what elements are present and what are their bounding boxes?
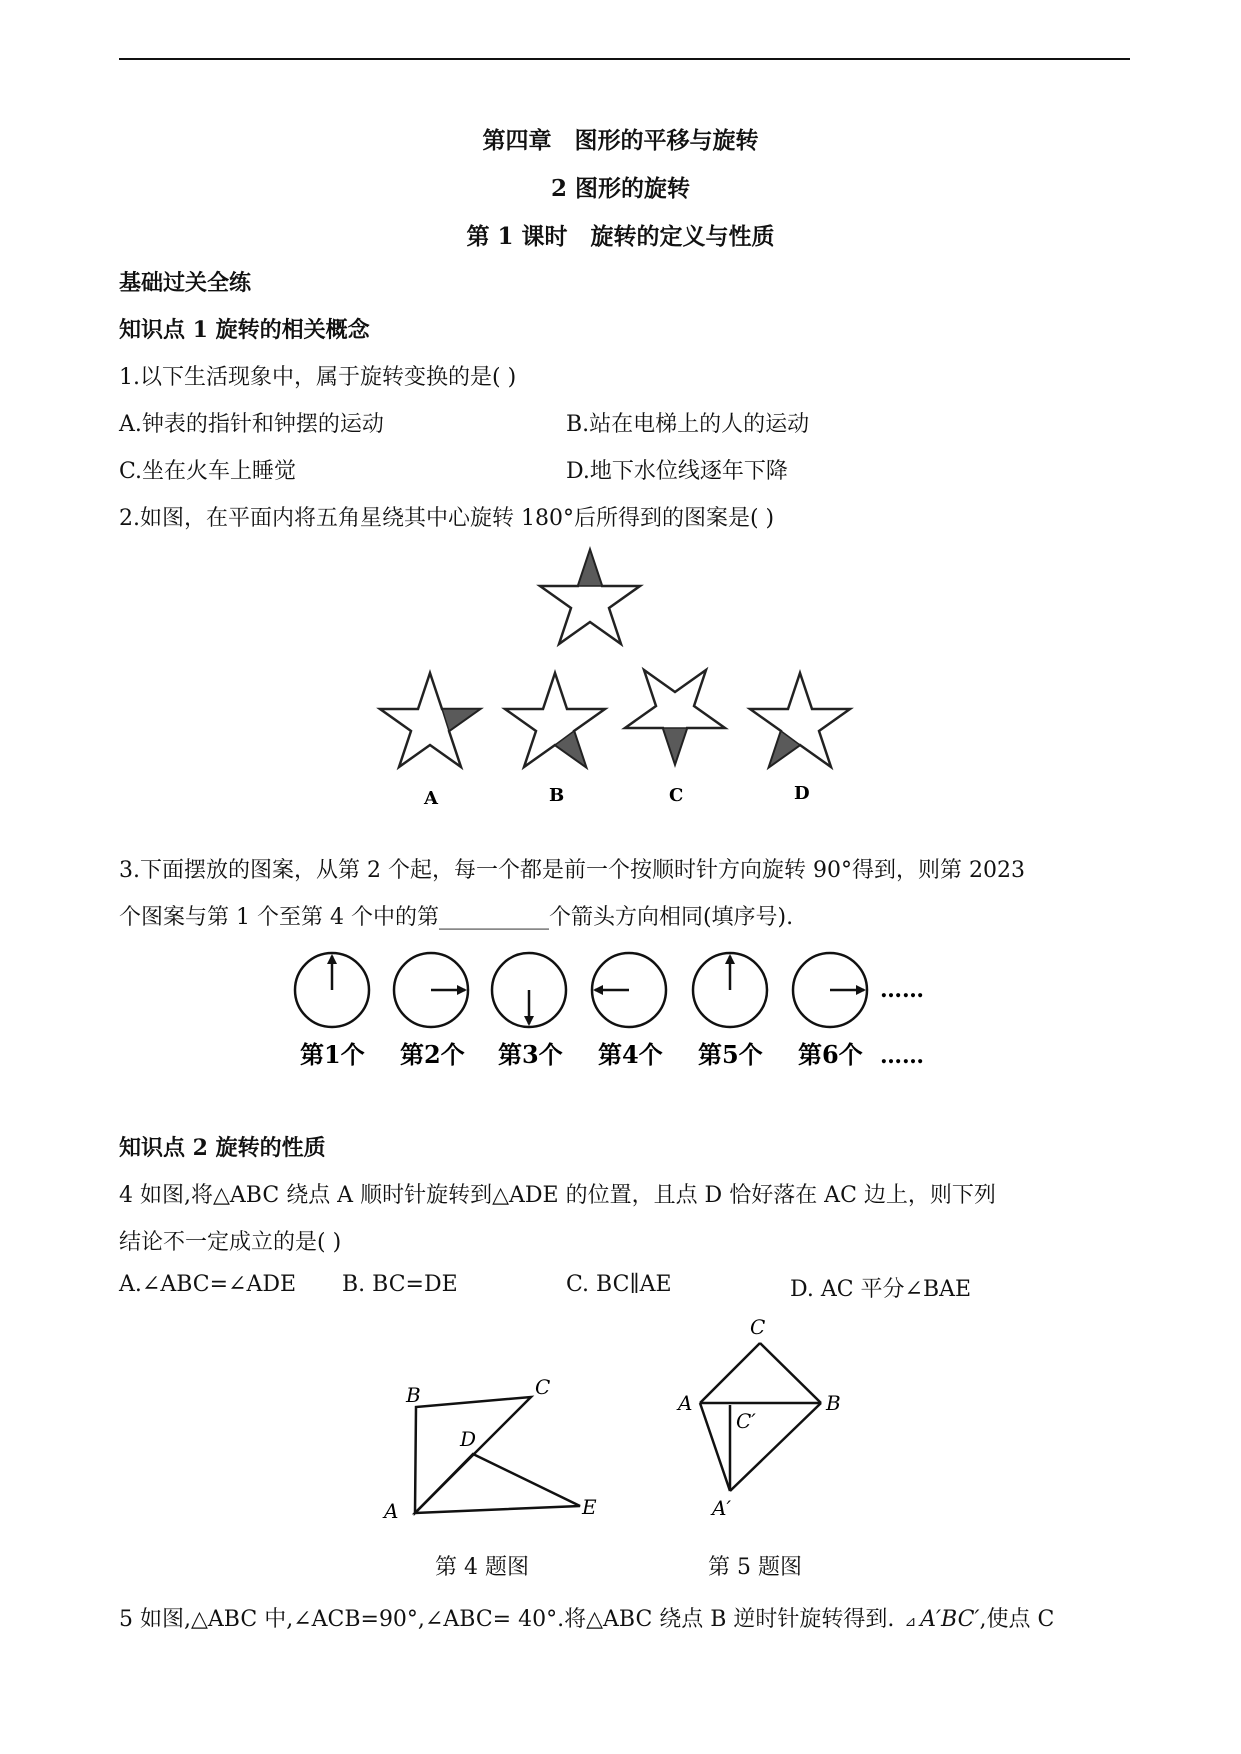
point-label-c: C: [535, 1375, 551, 1399]
q1-option-b: B.站在电梯上的人的运动: [566, 412, 810, 437]
circle-ellipsis: ……: [880, 977, 924, 1003]
point-label-a: A: [678, 1391, 693, 1415]
star-c-shaded-point: [663, 728, 687, 764]
q4-option-c: C. BC∥AE: [566, 1272, 672, 1297]
q1-stem: 1.以下生活现象中，属于旋转变换的是( ): [119, 365, 517, 390]
knowledge-point-1: 知识点 1 旋转的相关概念: [119, 317, 370, 343]
point-label-a: A: [384, 1499, 399, 1523]
point-label-c: C: [750, 1315, 766, 1339]
star-option-d: [750, 673, 850, 767]
knowledge-point-2: 知识点 2 旋转的性质: [119, 1135, 326, 1161]
q1-option-a: A.钟表的指针和钟摆的运动: [119, 412, 384, 437]
point-label-e: E: [582, 1495, 597, 1519]
circle-label-5: 第5个: [698, 1040, 763, 1069]
circle-label-3: 第3个: [498, 1040, 563, 1069]
q4-line-2: 结论不一定成立的是( ): [119, 1230, 342, 1255]
rotated-triangle-name: A′BC′: [920, 1607, 980, 1632]
star-label-a: A: [424, 788, 438, 809]
point-label-b: B: [406, 1383, 421, 1407]
point-label-c-prime: C′: [736, 1409, 756, 1433]
lesson-title: 第 1 课时 旋转的定义与性质: [466, 223, 775, 250]
original-star-shaded-point: [578, 550, 602, 586]
star-label-c: C: [669, 785, 684, 806]
practice-heading: 基础过关全练: [119, 270, 252, 296]
q3-line-1: 3.下面摆放的图案，从第 2 个起，每一个都是前一个按顺时针方向旋转 90°得到，则第 2023: [119, 858, 1025, 883]
q2-stem: 2.如图，在平面内将五角星绕其中心旋转 180°后所得到的图案是( ): [119, 506, 775, 531]
star-label-d: D: [794, 783, 810, 804]
q3-line-2: 个图案与第 1 个至第 4 个中的第__________个箭头方向相同(填序号).: [119, 905, 794, 930]
q4-option-b: B. BC=DE: [342, 1272, 458, 1297]
segment-ac: [700, 1343, 760, 1403]
chapter-title: 第四章 图形的平移与旋转: [482, 127, 759, 154]
header-rule: [119, 58, 1130, 60]
q4-figure-caption: 第 4 题图: [435, 1555, 529, 1580]
segment-bc: [760, 1343, 821, 1403]
point-label-d: D: [460, 1427, 477, 1451]
q4-figure: [370, 1370, 610, 1530]
star-option-b: [505, 673, 605, 767]
q5-figure-caption: 第 5 题图: [708, 1555, 802, 1580]
circle-label-2: 第2个: [400, 1040, 465, 1069]
q5-figure: [670, 1310, 870, 1525]
q4-line-1: 4 如图,将△ABC 绕点 A 顺时针旋转到△ADE 的位置，且点 D 恰好落在 AC 边上，则下列: [119, 1183, 996, 1208]
circle-label-1: 第1个: [300, 1040, 365, 1069]
q1-option-d: D.地下水位线逐年下降: [566, 459, 788, 484]
q4-option-d: D. AC 平分∠BAE: [790, 1277, 972, 1302]
q5-line-1: [119, 1602, 1054, 1633]
q1-option-c: C.坐在火车上睡觉: [119, 459, 297, 484]
triangle-symbol: ⊿: [904, 1614, 917, 1630]
segment-aa-prime: [700, 1403, 730, 1491]
point-label-a-prime: A′: [712, 1496, 731, 1520]
triangle-ade: [415, 1454, 580, 1513]
circle-label-6: 第6个: [798, 1040, 863, 1069]
section-title: 2 图形的旋转: [550, 175, 690, 202]
q2-star-figure: [350, 540, 880, 815]
q4-option-a: A.∠ABC=∠ADE: [119, 1272, 297, 1297]
circle-label-4: 第4个: [598, 1040, 663, 1069]
q5-text-end: ,使点 C: [979, 1607, 1055, 1632]
label-ellipsis: ……: [880, 1043, 924, 1069]
point-label-b: B: [826, 1391, 841, 1415]
q5-text: 5 如图,△ABC 中,∠ACB=90°,∠ABC= 40°.将△ABC 绕点 B 逆时针旋转得到.: [119, 1607, 895, 1632]
q3-arrow-figure: [290, 945, 940, 1075]
star-a-shaded-point: [442, 709, 480, 731]
star-label-b: B: [549, 785, 565, 806]
